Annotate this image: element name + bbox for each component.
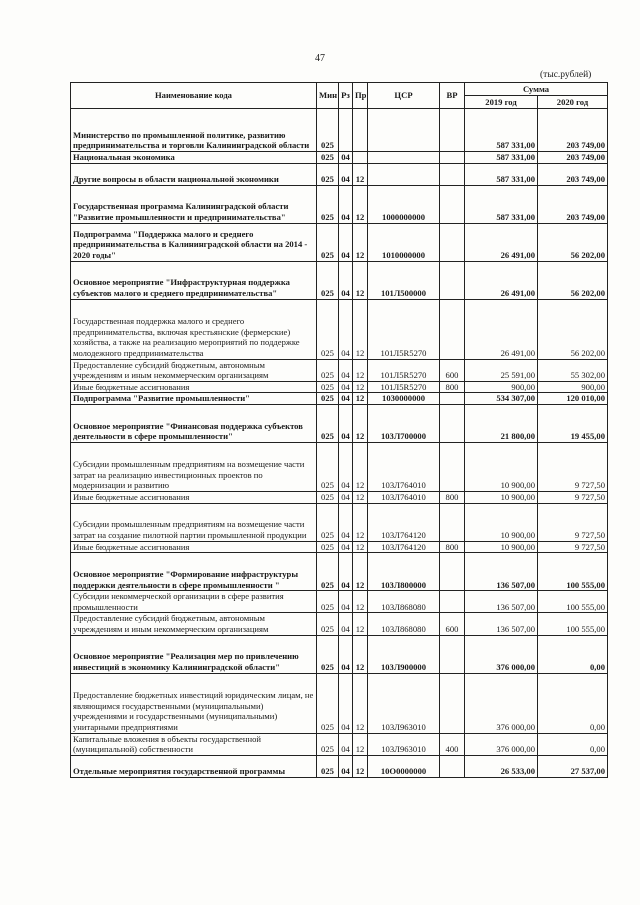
cell-csr: 103Л963010 [368,673,440,733]
cell-rz: 04 [339,442,353,491]
cell-2019: 900,00 [465,381,538,393]
cell-2020: 9 727,50 [538,442,608,491]
cell-vr: 600 [440,359,465,381]
cell-vr [440,299,465,359]
cell-rz: 04 [339,553,353,591]
table-row [71,299,608,359]
header-name: Наименование кода [71,83,317,109]
cell-csr: 10О0000000 [368,755,440,777]
cell-pr: 12 [353,359,368,381]
cell-min: 025 [317,163,339,185]
cell-min: 025 [317,404,339,442]
cell-pr: 12 [353,755,368,777]
cell-2019: 136 507,00 [465,591,538,613]
page-number: 47 [315,53,325,64]
cell-rz: 04 [339,299,353,359]
cell-rz: 04 [339,491,353,503]
cell-2020: 203 749,00 [538,185,608,223]
header-rz: Рз [339,83,353,109]
cell-name: Основное мероприятие "Инфраструктурная поддержка субъектов малого и среднего предпринимательства" [71,261,317,299]
cell-min: 025 [317,673,339,733]
cell-csr: 103Л764010 [368,491,440,503]
cell-2019: 26 533,00 [465,755,538,777]
cell-min: 025 [317,299,339,359]
cell-pr: 12 [353,613,368,635]
cell-csr [368,152,440,164]
cell-csr [368,109,440,152]
cell-2019: 10 900,00 [465,491,538,503]
cell-csr: 103Л700000 [368,404,440,442]
cell-vr [440,755,465,777]
cell-vr [440,152,465,164]
cell-2019: 136 507,00 [465,553,538,591]
cell-rz: 04 [339,152,353,164]
cell-pr: 12 [353,733,368,755]
cell-name: Министерство по промышленной политике, развитию предпринимательства и торговли Калининградской области [71,109,317,152]
cell-csr: 101Л500000 [368,261,440,299]
table-row [71,503,608,541]
cell-2020: 0,00 [538,635,608,673]
cell-csr: 1000000000 [368,185,440,223]
cell-csr: 101Л5R5270 [368,359,440,381]
cell-pr: 12 [353,442,368,491]
cell-pr: 12 [353,673,368,733]
cell-vr [440,503,465,541]
cell-rz: 04 [339,163,353,185]
cell-rz: 04 [339,591,353,613]
table-row [71,404,608,442]
header-2020: 2020 год [538,96,608,109]
table-row [71,223,608,261]
cell-2020: 203 749,00 [538,152,608,164]
cell-csr: 103Л868080 [368,613,440,635]
cell-name: Иные бюджетные ассигнования [71,491,317,503]
cell-2019: 25 591,00 [465,359,538,381]
cell-vr: 600 [440,613,465,635]
units-label: (тыс.рублей) [540,70,592,80]
cell-name: Иные бюджетные ассигнования [71,381,317,393]
cell-name: Государственная программа Калининградской области "Развитие промышленности и предпринимательства" [71,185,317,223]
cell-name: Основное мероприятие "Финансовая поддержка субъектов деятельности в сфере промышленности" [71,404,317,442]
table-row [71,733,608,755]
cell-2019: 21 800,00 [465,404,538,442]
cell-vr: 400 [440,733,465,755]
cell-2020: 0,00 [538,733,608,755]
table-row [71,613,608,635]
cell-min: 025 [317,223,339,261]
header-sum: Сумма [465,83,608,96]
cell-vr [440,261,465,299]
cell-pr [353,109,368,152]
cell-2020: 27 537,00 [538,755,608,777]
cell-2020: 203 749,00 [538,163,608,185]
header-csr: ЦСР [368,83,440,109]
cell-vr [440,393,465,405]
cell-pr: 12 [353,635,368,673]
cell-min: 025 [317,381,339,393]
cell-min: 025 [317,503,339,541]
cell-rz: 04 [339,503,353,541]
cell-csr: 103Л868080 [368,591,440,613]
cell-pr: 12 [353,491,368,503]
cell-csr: 103Л800000 [368,553,440,591]
cell-name: Основное мероприятие "Реализация мер по привлечению инвестиций в экономику Калининградской области" [71,635,317,673]
cell-csr: 103Л764120 [368,503,440,541]
cell-rz [339,109,353,152]
cell-vr [440,109,465,152]
cell-rz: 04 [339,613,353,635]
cell-name: Предоставление субсидий бюджетным, автономным учреждениям и иным некоммерческим организациям [71,359,317,381]
cell-csr: 103Л963010 [368,733,440,755]
cell-vr [440,404,465,442]
cell-rz: 04 [339,733,353,755]
cell-min: 025 [317,591,339,613]
cell-2019: 587 331,00 [465,109,538,152]
cell-min: 025 [317,109,339,152]
cell-min: 025 [317,185,339,223]
cell-2019: 10 900,00 [465,541,538,553]
cell-name: Подпрограмма "Поддержка малого и среднего предпринимательства в Калининградской области на 2014 - 2020 годы" [71,223,317,261]
table-row [71,635,608,673]
table-row [71,261,608,299]
cell-min: 025 [317,613,339,635]
cell-rz: 04 [339,381,353,393]
cell-vr [440,591,465,613]
cell-2020: 900,00 [538,381,608,393]
cell-pr: 12 [353,299,368,359]
cell-2020: 19 455,00 [538,404,608,442]
budget-table [70,82,608,778]
cell-pr: 12 [353,381,368,393]
cell-2019: 376 000,00 [465,635,538,673]
cell-name: Субсидии промышленным предприятиям на возмещение части затрат на реализацию инвестиционных проектов по модернизации и развитию [71,442,317,491]
table-row [71,381,608,393]
header-2019: 2019 год [465,96,538,109]
cell-2020: 56 202,00 [538,299,608,359]
cell-name: Капитальные вложения в объекты государственной (муниципальной) собственности [71,733,317,755]
cell-name: Субсидии некоммерческой организации в сфере развития промышленности [71,591,317,613]
cell-rz: 04 [339,223,353,261]
cell-2020: 56 202,00 [538,223,608,261]
cell-vr [440,635,465,673]
table-row [71,109,608,152]
cell-min: 025 [317,541,339,553]
cell-min: 025 [317,553,339,591]
cell-2020: 120 010,00 [538,393,608,405]
table-row [71,359,608,381]
cell-csr: 1030000000 [368,393,440,405]
table-row [71,393,608,405]
table-row [71,185,608,223]
cell-csr: 1010000000 [368,223,440,261]
cell-name: Предоставление субсидий бюджетным, автономным учреждениям и иным некоммерческим организациям [71,613,317,635]
cell-pr: 12 [353,503,368,541]
cell-rz: 04 [339,673,353,733]
cell-min: 025 [317,755,339,777]
cell-pr: 12 [353,223,368,261]
cell-2019: 587 331,00 [465,152,538,164]
cell-2019: 376 000,00 [465,733,538,755]
cell-csr: 103Л764010 [368,442,440,491]
cell-pr: 12 [353,591,368,613]
cell-2019: 26 491,00 [465,261,538,299]
table-row [71,755,608,777]
cell-2020: 100 555,00 [538,553,608,591]
table-row [71,163,608,185]
cell-rz: 04 [339,635,353,673]
cell-min: 025 [317,359,339,381]
cell-name: Предоставление бюджетных инвестиций юридическим лицам, не являющимся государственными (муниципальными) учреждениями и государственными (муниципальными) унитарными предприятиями [71,673,317,733]
cell-min: 025 [317,261,339,299]
cell-2020: 56 202,00 [538,261,608,299]
cell-min: 025 [317,152,339,164]
cell-rz: 04 [339,404,353,442]
cell-2020: 9 727,50 [538,541,608,553]
table-row [71,442,608,491]
cell-vr [440,185,465,223]
cell-rz: 04 [339,755,353,777]
cell-pr: 12 [353,261,368,299]
cell-min: 025 [317,733,339,755]
cell-vr: 800 [440,381,465,393]
cell-2019: 136 507,00 [465,613,538,635]
cell-pr: 12 [353,404,368,442]
table-row [71,553,608,591]
cell-name: Иные бюджетные ассигнования [71,541,317,553]
cell-csr: 101Л5R5270 [368,299,440,359]
cell-rz: 04 [339,359,353,381]
cell-2020: 0,00 [538,673,608,733]
cell-vr [440,442,465,491]
cell-min: 025 [317,393,339,405]
cell-name: Национальная экономика [71,152,317,164]
cell-2020: 9 727,50 [538,491,608,503]
cell-csr [368,163,440,185]
table-row [71,491,608,503]
cell-name: Подпрограмма "Развитие промышленности" [71,393,317,405]
cell-rz: 04 [339,541,353,553]
table-row [71,152,608,164]
cell-vr [440,223,465,261]
cell-vr [440,553,465,591]
cell-2019: 376 000,00 [465,673,538,733]
cell-rz: 04 [339,185,353,223]
cell-pr: 12 [353,393,368,405]
cell-2020: 55 302,00 [538,359,608,381]
cell-2019: 26 491,00 [465,299,538,359]
table-row [71,541,608,553]
header-pr: Пр [353,83,368,109]
cell-csr: 101Л5R5270 [368,381,440,393]
cell-2019: 534 307,00 [465,393,538,405]
cell-csr: 103Л764120 [368,541,440,553]
cell-name: Государственная поддержка малого и среднего предпринимательства, включая крестьянские (фермерские) хозяйства, а также на реализацию мероприятий по поддержке молодежного предпринимательства [71,299,317,359]
cell-2020: 100 555,00 [538,591,608,613]
cell-vr: 800 [440,541,465,553]
cell-2019: 10 900,00 [465,442,538,491]
header-vr: ВР [440,83,465,109]
table-row [71,591,608,613]
cell-2020: 9 727,50 [538,503,608,541]
cell-vr [440,673,465,733]
cell-pr: 12 [353,163,368,185]
cell-2020: 100 555,00 [538,613,608,635]
header-min: Мин [317,83,339,109]
cell-2019: 587 331,00 [465,163,538,185]
cell-vr [440,163,465,185]
cell-name: Другие вопросы в области национальной экономики [71,163,317,185]
cell-pr: 12 [353,185,368,223]
cell-name: Основное мероприятие "Формирование инфраструктуры поддержки деятельности в сфере промышленности " [71,553,317,591]
cell-rz: 04 [339,393,353,405]
cell-2019: 587 331,00 [465,185,538,223]
cell-name: Отдельные мероприятия государственной программы [71,755,317,777]
cell-min: 025 [317,442,339,491]
cell-min: 025 [317,635,339,673]
cell-2020: 203 749,00 [538,109,608,152]
cell-pr: 12 [353,553,368,591]
cell-2019: 26 491,00 [465,223,538,261]
cell-name: Субсидии промышленным предприятиям на возмещение части затрат на создание пилотной партии промышленной продукции [71,503,317,541]
cell-rz: 04 [339,261,353,299]
cell-csr: 103Л900000 [368,635,440,673]
cell-pr: 12 [353,541,368,553]
cell-2019: 10 900,00 [465,503,538,541]
table-row [71,673,608,733]
cell-pr [353,152,368,164]
cell-min: 025 [317,491,339,503]
cell-vr: 800 [440,491,465,503]
